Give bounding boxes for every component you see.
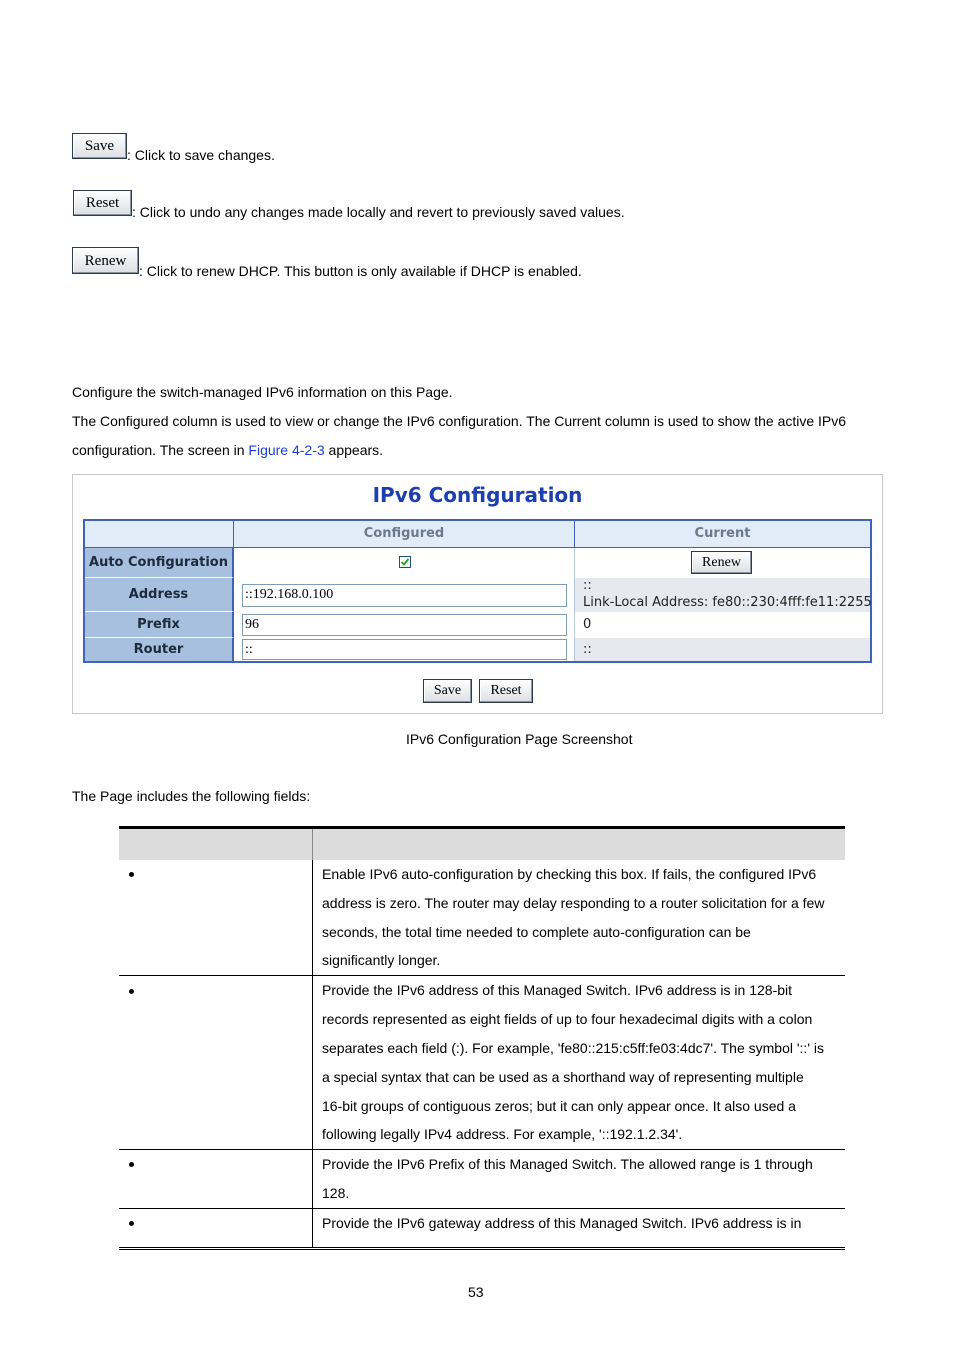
router-current-value: :: (583, 642, 592, 657)
config-reset-button[interactable]: Reset (479, 679, 533, 703)
bullet-icon (129, 1221, 134, 1226)
header-current: Current (575, 521, 870, 548)
intro-line-3 (72, 442, 383, 458)
row-label-router: Router (85, 638, 234, 661)
prefix-current-value: 0 (583, 617, 592, 632)
intro-line-3-text: configuration. The screen in (72, 442, 249, 458)
checkmark-icon (400, 557, 410, 567)
field-description-line: records represented as eight fields of up to four hexadecimal digits with a colon (322, 1011, 813, 1027)
reset-description: : Click to undo any changes made locally and revert to previously saved values. (132, 204, 625, 220)
field-description-line: significantly longer. (322, 952, 441, 968)
header-divider (312, 829, 313, 863)
header-configured: Configured (234, 521, 575, 548)
renew-dhcp-button[interactable]: Renew (691, 551, 752, 574)
address-current-value: :: (583, 578, 592, 593)
row-label-auto-configuration: Auto Configuration (85, 548, 234, 578)
auto-config-current-cell (575, 548, 870, 578)
bullet-icon (129, 872, 134, 877)
field-description-line: a special syntax that can be used as a shorthand way of representing multiple (322, 1069, 804, 1085)
field-description-line: Provide the IPv6 gateway address of this Managed Switch. IPv6 address is in (322, 1215, 802, 1231)
field-description-line: following legally IPv4 address. For example, '::192.1.2.34'. (322, 1126, 683, 1142)
row-label-address: Address (85, 578, 234, 612)
table-row (119, 1209, 845, 1247)
table-row (119, 860, 845, 976)
panel-title: IPv6 Configuration (372, 483, 583, 507)
ipv6-config-table (83, 519, 872, 663)
table-bottom-rule (119, 1247, 845, 1250)
intro-line-1: Configure the switch-managed IPv6 information on this Page. (72, 384, 453, 400)
header-blank (85, 521, 234, 548)
address-current-cell (575, 578, 870, 612)
fields-intro: The Page includes the following fields: (72, 788, 311, 804)
prefix-current-cell (575, 612, 870, 638)
figure-caption: IPv6 Configuration Page Screenshot (406, 731, 633, 747)
save-description: : Click to save changes. (127, 147, 275, 163)
router-input[interactable]: :: (242, 639, 567, 660)
table-row (119, 976, 845, 1150)
intro-line-3-end: appears. (324, 442, 384, 458)
router-current-cell (575, 638, 870, 661)
renew-description: : Click to renew DHCP. This button is only available if DHCP is enabled. (139, 263, 582, 279)
prefix-cell (234, 612, 575, 638)
link-local-address: Link-Local Address: fe80::230:4fff:fe11:2255 (583, 595, 872, 610)
field-description-line: Provide the IPv6 address of this Managed Switch. IPv6 address is in 128-bit (322, 982, 793, 998)
field-description-line: 16-bit groups of contiguous zeros; but it can only appear once. It also used a (322, 1098, 796, 1114)
figure-link[interactable]: Figure 4-2-3 (248, 442, 325, 458)
prefix-input[interactable]: 96 (242, 614, 567, 636)
page-number: 53 (468, 1284, 484, 1300)
intro-line-2: The Configured column is used to view or change the IPv6 configuration. The Current column is used to show the active IPv6 (72, 413, 847, 429)
field-description-line: seconds, the total time needed to complete auto-configuration can be (322, 924, 751, 940)
config-save-button[interactable]: Save (423, 679, 472, 703)
field-description-line: address is zero. The router may delay responding to a router solicitation for a few (322, 895, 825, 911)
field-description-line: separates each field (:). For example, 'fe80::215:c5ff:fe03:4dc7'. The symbol '::' is (322, 1040, 824, 1056)
fields-table-header (119, 826, 845, 860)
router-cell (234, 638, 575, 661)
bullet-icon (129, 1162, 134, 1167)
field-description-line: Enable IPv6 auto-configuration by checking this box. If fails, the configured IPv6 (322, 866, 817, 882)
fields-table (119, 826, 845, 1250)
field-description-line: Provide the IPv6 Prefix of this Managed Switch. The allowed range is 1 through (322, 1156, 813, 1172)
field-description-line: 128. (322, 1185, 350, 1201)
address-cell (234, 578, 575, 612)
auto-configuration-checkbox[interactable] (399, 556, 411, 568)
renew-button[interactable]: Renew (72, 247, 139, 274)
auto-config-cell (234, 548, 575, 578)
save-button[interactable]: Save (72, 133, 127, 159)
row-label-prefix: Prefix (85, 612, 234, 638)
bullet-icon (129, 989, 134, 994)
table-row (119, 1150, 845, 1209)
address-input[interactable]: ::192.168.0.100 (242, 584, 567, 607)
reset-button[interactable]: Reset (73, 190, 132, 216)
